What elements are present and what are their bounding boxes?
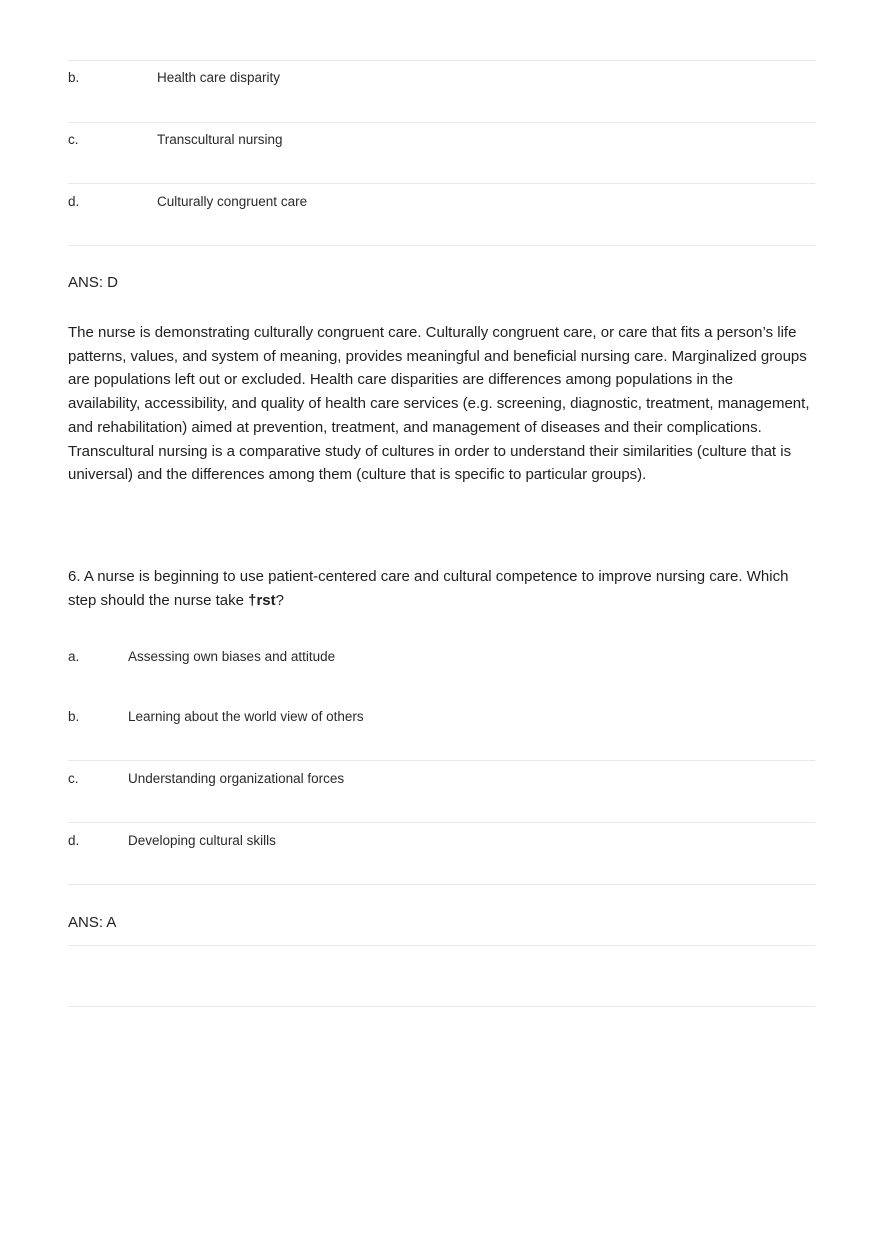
- divider: [68, 183, 815, 184]
- q5-answer: ANS: D: [68, 274, 119, 291]
- option-letter: b.: [68, 70, 80, 85]
- rationale-line: The nurse is demonstrating culturally congruent care. Culturally congruent care, or care that fits a person’s life: [68, 324, 797, 341]
- divider: [68, 884, 815, 885]
- question-emphasis: †rst: [248, 591, 276, 609]
- option-text: Health care disparity: [157, 70, 281, 85]
- divider: [68, 60, 815, 61]
- option-letter: b.: [68, 709, 80, 724]
- option-text: Culturally congruent care: [157, 194, 308, 209]
- option-letter: c.: [68, 771, 79, 786]
- divider: [68, 822, 815, 823]
- option-letter: d.: [68, 833, 80, 848]
- question-text: ?: [275, 591, 284, 609]
- question-text: step should the nurse take: [68, 591, 249, 609]
- q6-question: [68, 565, 818, 612]
- rationale-line: and rehabilitation) aimed at prevention, treatment, and management of diseases and their complications.: [68, 418, 762, 436]
- option-text: Transcultural nursing: [157, 132, 283, 147]
- rationale-line: universal) and the differences among them (culture that is specific to particular groups).: [68, 466, 647, 484]
- option-letter: a.: [68, 649, 80, 664]
- q6-answer: ANS: A: [68, 914, 117, 931]
- option-text: Learning about the world view of others: [128, 709, 364, 724]
- option-text: Assessing own biases and attitude: [128, 649, 336, 664]
- rationale-line: Transcultural nursing is a comparative study of cultures in order to understand their similarities (culture that is: [68, 442, 792, 460]
- divider: [68, 1006, 815, 1007]
- q5-rationale: [68, 321, 818, 487]
- option-text: Developing cultural skills: [128, 833, 276, 848]
- rationale-line: availability, accessibility, and quality of health care services (e.g. screening, diagnostic, treatment, management,: [68, 395, 810, 413]
- question-line: 6. A nurse is beginning to use patient-centered care and cultural competence to improve nursing care. Which: [68, 568, 789, 585]
- option-letter: d.: [68, 194, 80, 209]
- divider: [68, 122, 815, 123]
- option-letter: c.: [68, 132, 79, 147]
- rationale-line: are populations left out or excluded. Health care disparities are differences among populations in the: [68, 371, 734, 389]
- rationale-line: patterns, values, and system of meaning, provides meaningful and beneficial nursing care. Marginalized groups: [68, 347, 807, 365]
- divider: [68, 945, 815, 946]
- question-line: [68, 589, 818, 613]
- divider: [68, 760, 815, 761]
- divider: [68, 245, 815, 246]
- option-text: Understanding organizational forces: [128, 771, 345, 786]
